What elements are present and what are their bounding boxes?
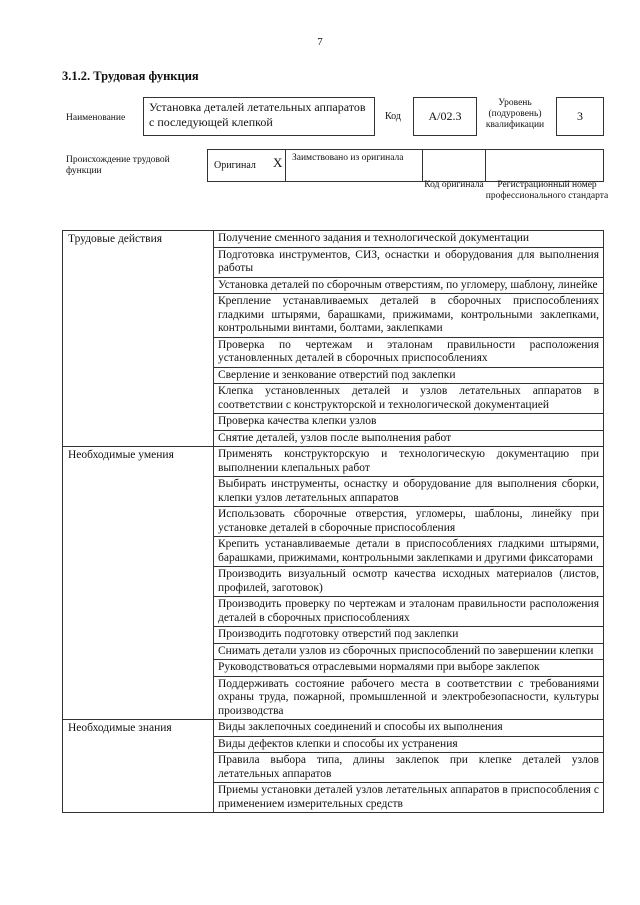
qualification-level-field: 3 <box>556 97 604 136</box>
required-skills-item: Производить визуальный осмотр качества исходных материалов (листов, профилей, заготовок) <box>214 567 604 597</box>
required-skills-item: Снимать детали узлов из сборочных приспособлений по завершении клепки <box>214 643 604 660</box>
required-knowledge-item: Правила выбора типа, длины заклепок при клепке деталей узлов летательных аппаратов <box>214 753 604 783</box>
labor-actions-item: Проверка по чертежам и эталонам правильности расположения установленных деталей в сборочных приспособлениях <box>214 337 604 367</box>
labor-actions-item: Клепка установленных деталей и узлов летательных аппаратов в соответствии с конструкторской и технологической документацией <box>214 384 604 414</box>
labor-actions-item: Крепление устанавливаемых деталей в сборочных приспособлениях гладкими штырями, барашками, прижимами, контрольными заклепками, контрольными винтами, болтами, заклепками <box>214 294 604 338</box>
section-title: 3.1.2. Трудовая функция <box>62 69 199 83</box>
labor-actions-category: Трудовые действия <box>63 231 214 447</box>
required-skills-item: Производить подготовку отверстий под заклепки <box>214 627 604 644</box>
qualification-level-label: Уровень (подуровень) квалификации <box>485 98 545 130</box>
required-skills-item: Выбирать инструменты, оснастку и оборудование для выполнения сборки, клепки узлов летательных аппаратов <box>214 477 604 507</box>
table-row <box>63 231 604 248</box>
required-skills-item: Поддерживать состояние рабочего места в соответствии с требованиями охраны труда, пожарной, промышленной и электробезопасности, культуры производства <box>214 676 604 720</box>
required-knowledge-item: Виды заклепочных соединений и способы их выполнения <box>214 720 604 737</box>
original-mark: X <box>273 155 283 170</box>
required-skills-item: Применять конструкторскую и технологическую документацию при выполнении клепальных работ <box>214 447 604 477</box>
required-knowledge-item: Приемы установки деталей узлов летательных аппаратов в приспособления с применением измерительных средств <box>214 783 604 813</box>
original-code-cell <box>423 149 485 182</box>
required-knowledge-category: Необходимые знания <box>63 720 214 813</box>
borrowed-cell <box>285 149 423 182</box>
original-code-label: Код оригинала <box>424 180 484 190</box>
labor-actions-item: Снятие деталей, узлов после выполнения работ <box>214 430 604 447</box>
required-skills-item: Руководствоваться отраслевыми нормалями при выборе заклепок <box>214 660 604 677</box>
labor-actions-item: Сверление и зенкование отверстий под заклепки <box>214 367 604 384</box>
labor-actions-item: Получение сменного задания и технологической документации <box>214 231 604 248</box>
function-code-field: А/02.3 <box>413 97 477 136</box>
required-skills-category: Необходимые умения <box>63 447 214 720</box>
function-name-field: Установка деталей летательных аппаратов с последующей клепкой <box>143 97 375 136</box>
required-knowledge-item: Виды дефектов клепки и способы их устранения <box>214 736 604 753</box>
labor-actions-item: Проверка качества клепки узлов <box>214 414 604 431</box>
original-label: Оригинал <box>214 160 256 171</box>
labor-actions-item: Установка деталей по сборочным отверстиям, по угломеру, шаблону, линейке <box>214 277 604 294</box>
required-skills-item: Использовать сборочные отверстия, угломеры, шаблоны, линейку при установке деталей в сборочные приспособления <box>214 507 604 537</box>
code-label: Код <box>385 111 401 122</box>
page-number: 7 <box>317 36 323 48</box>
reg-number-cell <box>485 149 604 182</box>
required-skills-item: Производить проверку по чертежам и эталонам правильности расположения деталей в сборочных приспособлениях <box>214 597 604 627</box>
labor-actions-item: Подготовка инструментов, СИЗ, оснастки и оборудования для выполнения работы <box>214 247 604 277</box>
origin-label: Происхождение трудовой функции <box>66 155 170 176</box>
borrowed-label: Заимствовано из оригинала <box>292 153 404 163</box>
required-skills-item: Крепить устанавливаемые детали в приспособлениях гладкими штырями, барашками, прижимами, контрольными заклепками и другими фиксаторами <box>214 537 604 567</box>
labor-function-table <box>62 230 604 813</box>
table-row <box>63 720 604 737</box>
table-row <box>63 447 604 477</box>
reg-number-label: Регистрационный номер профессионального стандарта <box>485 180 609 201</box>
name-label: Наименование <box>66 113 126 123</box>
